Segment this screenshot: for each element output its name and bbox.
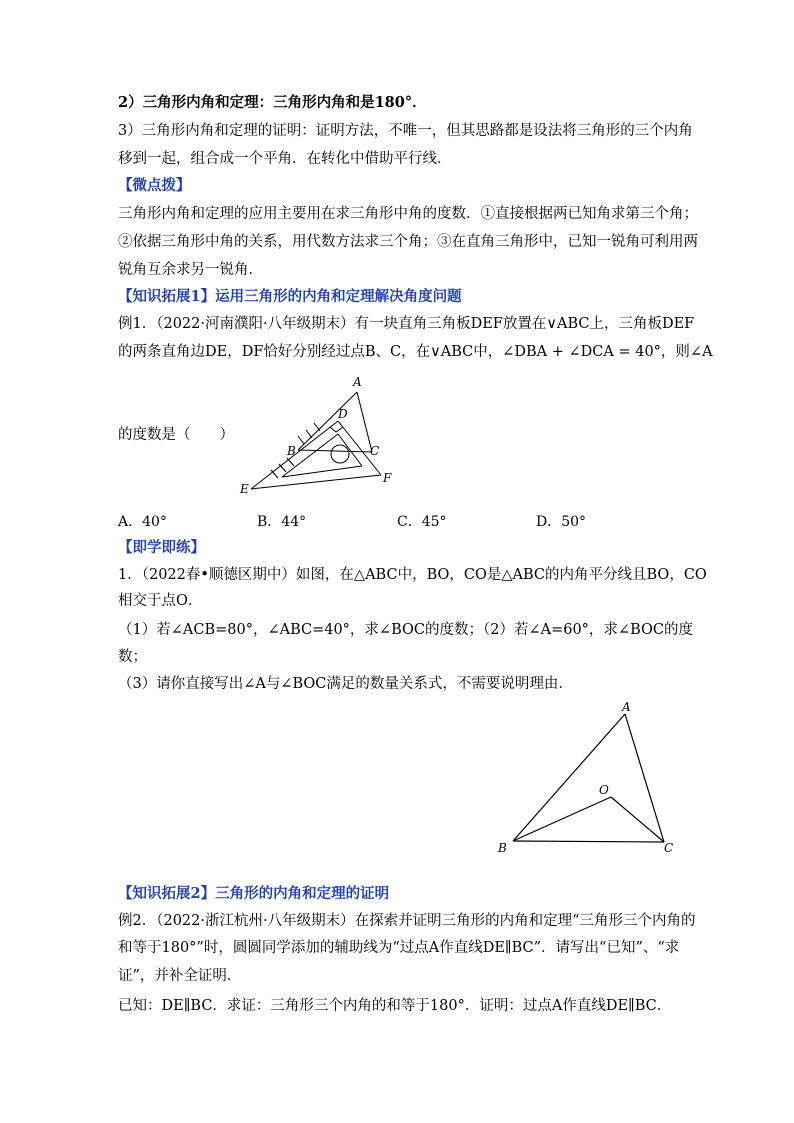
option-d[interactable]: D．50° — [536, 514, 587, 530]
option-c[interactable]: C．45° — [397, 514, 447, 530]
extension1-heading: 【知识拓展1】运用三角形的内角和定理解决角度问题 — [118, 288, 462, 305]
label-C: C — [370, 444, 380, 458]
label-O: O — [599, 783, 609, 797]
tip-line2: ②依据三角形中角的关系，用代数方法求三个角；③在直角三角形中，已知一锐角可利用两 — [118, 234, 698, 250]
option-a[interactable]: A．40° — [118, 514, 167, 530]
example2-line4: 已知：DE∥BC．求证：三角形三个内角的和等于180°．证明：过点A作直线DE∥BC． — [118, 998, 672, 1014]
label-D: D — [338, 407, 348, 421]
practice-heading: 【即学即练】 — [118, 539, 205, 556]
practice-line2: 相交于点O． — [118, 593, 203, 609]
tip-line3: 锐角互余求另一锐角． — [118, 262, 263, 278]
tip-line1: 三角形内角和定理的应用主要用在求三角形中角的度数．①直接根据两已知角求第三个角； — [118, 206, 698, 222]
practice-line5: （3）请你直接写出∠A与∠BOC满足的数量关系式，不需要说明理由． — [118, 676, 573, 692]
proof-method-line1: 3）三角形内角和定理的证明：证明方法，不唯一，但其思路都是设法将三角形的三个内角 — [118, 123, 693, 139]
example2-line1: 例2．（2022·浙江杭州·八年级期末）在探索并证明三角形的内角和定理“三角形三个内角的 — [118, 913, 696, 929]
option-b[interactable]: B．44° — [257, 514, 307, 530]
label-A: A — [353, 375, 362, 389]
example2-line2: 和等于180°”时，圆圆同学添加的辅助线为“过点A作直线DE∥BC”．请写出“已知”、“求 — [118, 940, 680, 956]
label-A2: A — [622, 700, 631, 714]
example1-line1: 例1．（2022·河南濮阳·八年级期末）有一块直角三角板DEF放置在∨ABC上，三角板DEF — [118, 316, 695, 332]
example1-line2: 的两条直角边DE，DF恰好分别经过点B、C，在∨ABC中，∠DBA + ∠DCA = 40°，则∠A — [118, 344, 713, 360]
example2-line3: 证”，并补全证明． — [118, 968, 242, 984]
label-B: B — [287, 444, 296, 458]
example1-line3: 的度数是（ ） — [118, 427, 234, 443]
practice-line1: 1．（2022春•顺德区期中）如图，在△ABC中，BO，CO是△ABC的内角平分线且BO，CO — [118, 567, 707, 583]
practice-line3: （1）若∠ACB=80°，∠ABC=40°，求∠BOC的度数；（2）若∠A=60°，求∠BOC的度 — [118, 622, 693, 638]
label-B2: B — [498, 841, 507, 855]
tip-heading: 【微点拨】 — [118, 177, 191, 194]
label-C2: C — [664, 841, 674, 855]
label-E: E — [240, 482, 249, 496]
proof-method-line2: 移到一起，组合成一个平角．在转化中借助平行线． — [118, 151, 452, 167]
theorem-statement: 2）三角形内角和定理：三角形内角和是180°． — [118, 94, 427, 111]
practice-line4: 数； — [118, 649, 147, 665]
label-F: F — [383, 471, 392, 485]
extension2-heading: 【知识拓展2】三角形的内角和定理的证明 — [118, 885, 390, 902]
